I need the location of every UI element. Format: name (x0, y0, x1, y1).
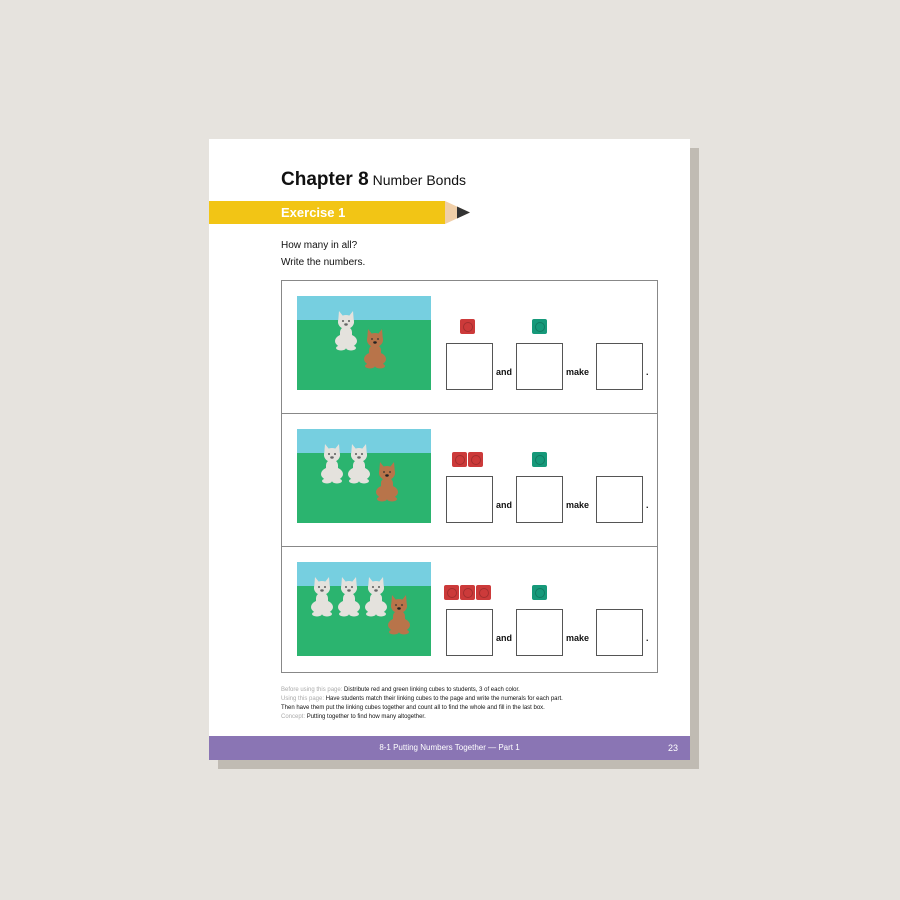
red-cube-icon (444, 585, 459, 600)
exercise-row (282, 281, 657, 414)
answer-box-whole[interactable] (596, 343, 643, 390)
note-text: Have students match their linking cubes to the page and write the numerals for each part. (325, 696, 563, 702)
animals-picture (297, 562, 431, 656)
note-text: Distribute red and green linking cubes to students, 3 of each color. (344, 687, 520, 693)
answer-box-whole[interactable] (596, 476, 643, 523)
note-label: Using this page: (281, 696, 325, 702)
red-cubes (444, 585, 492, 600)
and-label: and (496, 500, 513, 510)
instructions (281, 237, 365, 271)
pencil-tip-icon (445, 201, 471, 224)
make-label: make (566, 500, 590, 510)
make-label: make (566, 367, 590, 377)
exercise-table (281, 280, 658, 673)
exercise-row (282, 414, 657, 547)
page-title (281, 169, 466, 191)
green-cubes (532, 319, 548, 334)
note-label: Before using this page: (281, 687, 343, 693)
period: . (646, 367, 649, 377)
answer-box-part1[interactable] (446, 476, 493, 523)
note-text: Then have them put the linking cubes together and count all to find the whole and fill in the last box. (281, 705, 545, 711)
exercise-banner: Exercise 1 (209, 201, 445, 224)
green-cube-icon (532, 452, 547, 467)
answer-box-part1[interactable] (446, 609, 493, 656)
note-text: Putting together to find how many altogether. (306, 714, 426, 720)
chapter-name: Number Bonds (372, 172, 467, 188)
green-cube-icon (532, 319, 547, 334)
red-cube-icon (460, 319, 475, 334)
answer-box-part1[interactable] (446, 343, 493, 390)
green-cube-icon (532, 585, 547, 600)
chapter-label: Chapter 8 (281, 169, 369, 190)
page-number: 23 (667, 743, 678, 753)
red-cubes (460, 319, 476, 334)
make-label: make (566, 633, 590, 643)
period: . (646, 500, 649, 510)
instruction-line: Write the numbers. (281, 257, 366, 268)
note-label: Concept: (281, 714, 306, 720)
workbook-page (209, 139, 690, 760)
teacher-notes (281, 686, 563, 722)
exercise-row (282, 547, 657, 680)
and-label: and (496, 367, 513, 377)
answer-box-whole[interactable] (596, 609, 643, 656)
footer-title: 8-1 Putting Numbers Together — Part 1 (379, 743, 520, 752)
period: . (646, 633, 649, 643)
red-cube-icon (460, 585, 475, 600)
instruction-line: How many in all? (281, 240, 358, 251)
answer-box-part2[interactable] (516, 476, 563, 523)
red-cube-icon (476, 585, 491, 600)
answer-box-part2[interactable] (516, 343, 563, 390)
animals-picture (297, 429, 431, 523)
answer-box-part2[interactable] (516, 609, 563, 656)
animals-picture (297, 296, 431, 390)
red-cube-icon (452, 452, 467, 467)
green-cubes (532, 585, 548, 600)
green-cubes (532, 452, 548, 467)
and-label: and (496, 633, 513, 643)
page-footer (209, 736, 690, 760)
red-cube-icon (468, 452, 483, 467)
red-cubes (452, 452, 484, 467)
